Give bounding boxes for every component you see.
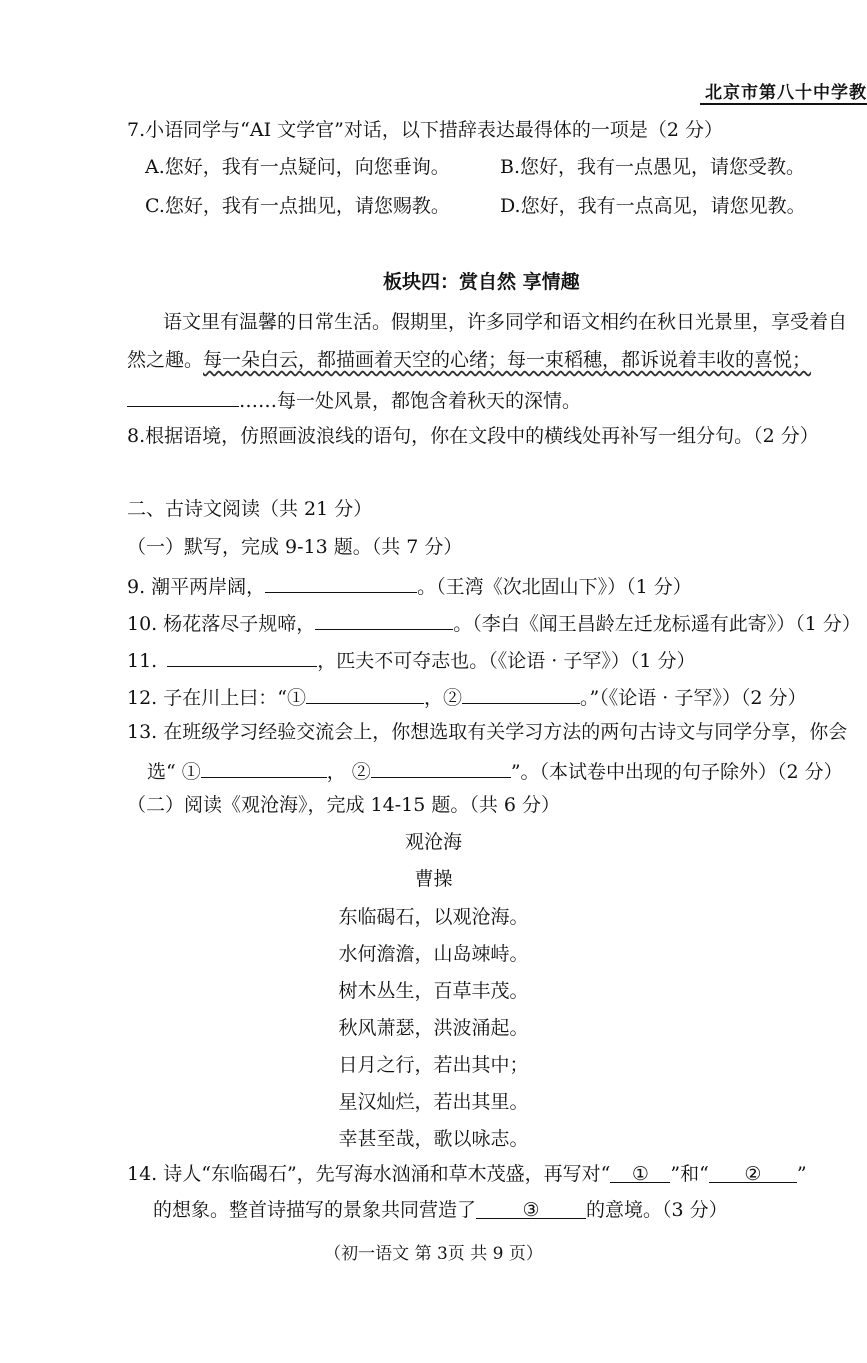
q10-blank[interactable] bbox=[315, 609, 453, 630]
q14-blank-2[interactable]: ② bbox=[709, 1162, 797, 1183]
q14-blank-1[interactable]: ① bbox=[610, 1162, 670, 1183]
q10 bbox=[127, 609, 861, 636]
q11 bbox=[127, 646, 695, 673]
q7-stem: 7.小语同学与“AI 文学官”对话，以下措辞表达最得体的一项是（2 分） bbox=[127, 119, 723, 141]
q14-line2-a: 的想象。整首诗描写的景象共同营造了 bbox=[153, 1199, 477, 1221]
poem-line: 树木丛生，百草丰茂。 bbox=[338, 980, 529, 1002]
q14-line1 bbox=[127, 1162, 807, 1186]
poem-line: 秋风萧瑟，洪波涌起。 bbox=[338, 1017, 529, 1039]
section4-title: 板块四：赏自然 享情趣 bbox=[383, 271, 580, 293]
q9-head: 9. 潮平两岸阔， bbox=[127, 576, 266, 598]
q12-blank-1[interactable] bbox=[306, 683, 424, 704]
header-rule bbox=[700, 103, 867, 105]
q9-tail: 。（王湾《次北固山下》）（1 分） bbox=[417, 576, 692, 598]
q13-line2-a: 选“ ① bbox=[147, 761, 201, 783]
fill-blank[interactable] bbox=[127, 386, 239, 407]
poem-line: 星汉灿烂，若出其里。 bbox=[338, 1091, 529, 1113]
q11-head: 11. bbox=[127, 650, 158, 672]
school-header: 北京市第八十中学教 bbox=[705, 83, 867, 103]
q13-line1: 13. 在班级学习经验交流会上，你想选取有关学习方法的两句古诗文与同学分享，你会 bbox=[127, 721, 848, 743]
poem-author: 曹操 bbox=[414, 868, 453, 890]
part2-title: 二、古诗文阅读（共 21 分） bbox=[127, 498, 373, 520]
q12-tail: 。”（《论语 · 子罕》）（2 分） bbox=[580, 687, 807, 709]
q7-option-b: B.您好，我有一点愚见，请您受教。 bbox=[500, 156, 806, 178]
q12-head: 12. 子在川上曰：“① bbox=[127, 687, 306, 709]
q11-blank[interactable] bbox=[167, 646, 317, 667]
page-footer: （初一语文 第 3页 共 9 页） bbox=[324, 1244, 543, 1264]
q7-option-d: D.您好，我有一点高见，请您见教。 bbox=[500, 195, 806, 217]
q13-blank-2[interactable] bbox=[371, 757, 511, 778]
poem-line: 幸甚至哉，歌以咏志。 bbox=[338, 1128, 529, 1150]
part2-sub1: （一）默写，完成 9-13 题。（共 7 分） bbox=[127, 536, 463, 558]
poem-line: 日月之行，若出其中； bbox=[338, 1054, 529, 1076]
q9-blank[interactable] bbox=[265, 572, 417, 593]
q13-blank-1[interactable] bbox=[201, 757, 327, 778]
poem-line: 东临碣石，以观沧海。 bbox=[338, 906, 529, 928]
section4-para-line3 bbox=[127, 386, 581, 413]
q14-line1-a: 14. 诗人“东临碣石”，先写海水汹涌和草木茂盛，再写对“ bbox=[127, 1163, 611, 1185]
section4-para-line2 bbox=[127, 348, 811, 372]
q12 bbox=[127, 683, 806, 710]
q8-stem: 8.根据语境，仿照画波浪线的语句，你在文段中的横线处再补写一组分句。（2 分） bbox=[127, 425, 819, 447]
q14-blank-3[interactable]: ③ bbox=[476, 1198, 586, 1219]
q12-mid: ，② bbox=[423, 687, 462, 709]
part2-sub2: （二）阅读《观沧海》，完成 14-15 题。（共 6 分） bbox=[127, 794, 561, 816]
q14-line2 bbox=[153, 1198, 728, 1222]
q14-line1-b: ”和“ bbox=[670, 1163, 709, 1185]
para-line2-plain: 然之趣。 bbox=[127, 349, 204, 371]
q11-tail: ，匹夫不可夺志也。（《论语 · 子罕》）（1 分） bbox=[317, 650, 696, 672]
q14-line2-b: 的意境。（3 分） bbox=[586, 1199, 728, 1221]
q12-blank-2[interactable] bbox=[462, 683, 580, 704]
q9 bbox=[127, 572, 692, 599]
q13-line2 bbox=[147, 757, 843, 784]
q14-line1-c: ” bbox=[796, 1163, 807, 1185]
q7-option-a: A.您好，我有一点疑问，向您垂询。 bbox=[145, 156, 450, 178]
section4-para-line1: 语文里有温馨的日常生活。假期里，许多同学和语文相约在秋日光景里，享受着自 bbox=[163, 311, 848, 333]
q7-option-c: C.您好，我有一点拙见，请您赐教。 bbox=[145, 195, 450, 217]
para-line3-tail: ……每一处风景，都饱含着秋天的深情。 bbox=[239, 390, 582, 412]
q13-line2-c: ”。（本试卷中出现的句子除外）（2 分） bbox=[510, 761, 843, 783]
q10-tail: 。（李白《闻王昌龄左迁龙标遥有此寄》）（1 分） bbox=[453, 613, 861, 635]
q13-line2-b: ， ② bbox=[326, 761, 371, 783]
wavy-underlined-sentence: 每一朵白云，都描画着天空的心绪；每一束稻穗，都诉说着丰收的喜悦； bbox=[203, 349, 812, 371]
poem-line: 水何澹澹，山岛竦峙。 bbox=[338, 943, 529, 965]
q10-head: 10. 杨花落尽子规啼， bbox=[127, 613, 316, 635]
poem-title: 观沧海 bbox=[404, 831, 462, 853]
